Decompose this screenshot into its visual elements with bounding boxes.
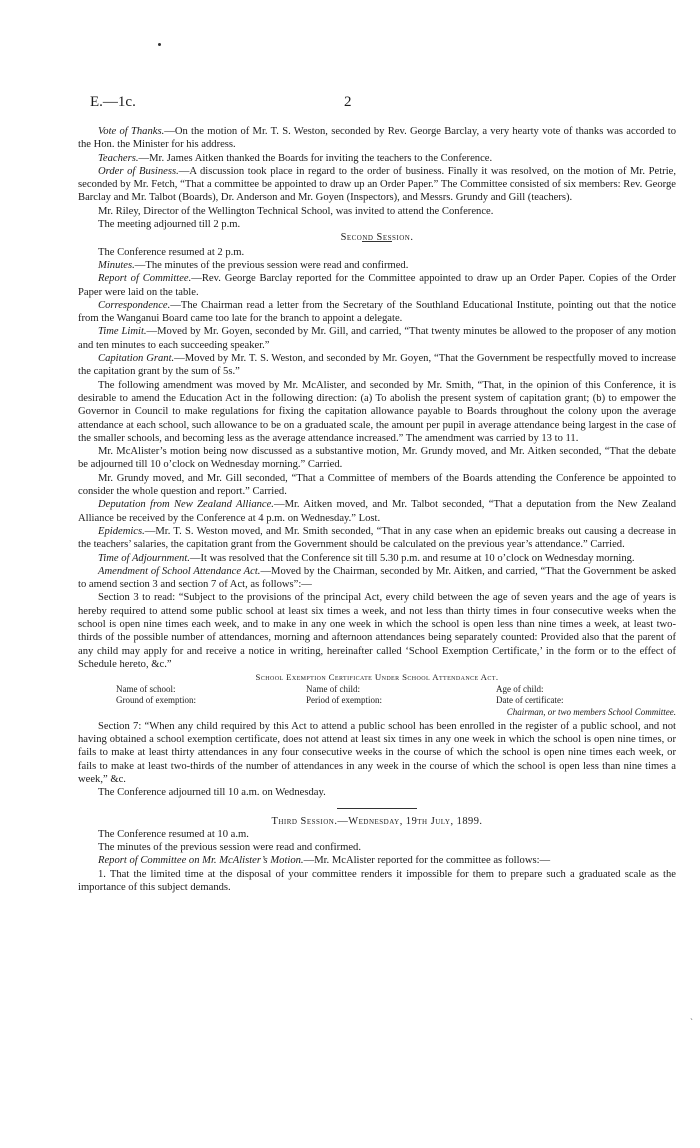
document-id: E.—1c. xyxy=(90,94,136,110)
first-session-paragraphs xyxy=(78,125,676,231)
paragraph: Minutes.—The minutes of the previous session were read and confirmed. xyxy=(98,259,409,271)
paragraph: Vote of Thanks.—On the motion of Mr. T. S. Weston, seconded by Rev. George Barclay, a very hearty vote of thanks was accorded to the Hon. the Minister for his address. xyxy=(78,126,676,151)
certificate-field: Ground of exemption: xyxy=(116,695,196,706)
paragraph: The minutes of the previous session were read and confirmed. xyxy=(98,842,361,854)
certificate-fields xyxy=(116,684,676,706)
paragraph: Report of Committee on Mr. McAlister’s Motion.—Mr. McAlister reported for the committee as follows:— xyxy=(98,855,551,867)
paragraph: The Conference resumed at 2 p.m. xyxy=(98,246,245,258)
paragraph: Mr. Riley, Director of the Wellington Technical School, was invited to attend the Conference. xyxy=(98,205,494,217)
second-session-paragraphs xyxy=(78,246,676,672)
certificate-field: Age of child: xyxy=(496,684,544,695)
paragraph: Section 3 to read: “Subject to the provisions of the principal Act, every child between the age of seven years and the age of years is hereby required to attend some public school at least six times a week, and not less than thirty times in four consecutive weeks when the school is open nine times each week, and to make in any one week in which the school is open less than nine times a week, at least two-thirds of the possible number of attendances, morning and afternoon attendances being separately counted: Provided also that the parent of any child may apply for and receive a notice in writing, hereinafter called ‘School Exemption Certificate,’ in the form or to the effect of Schedule hereto, &c.” xyxy=(78,592,676,670)
margin-mark: ˏ xyxy=(690,1010,693,1020)
certificate-title: School Exemption Certificate Under School Attendance Act. xyxy=(255,672,499,683)
paragraph: Time Limit.—Moved by Mr. Goyen, seconded by Mr. Gill, and carried, “That twenty minutes be allowed to the proposer of any motion and ten minutes to each succeeding speaker.” xyxy=(78,326,676,351)
paragraph: Correspondence.—The Chairman read a letter from the Secretary of the Southland Educational Institute, pointing out that the notice from the Wanganui Board came too late for the branch to appoint a delegate. xyxy=(78,299,676,325)
adjourned-paragraph: The Conference adjourned till 10 a.m. on Wednesday. xyxy=(98,787,326,799)
third-session-paragraphs xyxy=(78,828,676,894)
paragraph: Amendment of School Attendance Act.—Moved by the Chairman, seconded by Mr. Aitken, and carried, “That the Government be asked to amend section 3 and section 7 of Act, as follows”:— xyxy=(78,565,676,591)
paragraph: Capitation Grant.—Moved by Mr. T. S. Weston, and seconded by Mr. Goyen, “That the Government be respectfully moved to increase the capitation grant by the sum of 5s.” xyxy=(78,353,676,378)
certificate-field: Date of certificate: xyxy=(496,695,564,706)
paragraph: Mr. Grundy moved, and Mr. Gill seconded, “That a Committee of members of the Boards attending the Conference be appointed to consider the whole question and report.” Carried. xyxy=(78,472,676,498)
paragraph: Mr. McAlister’s motion being now discussed as a substantive motion, Mr. Grundy moved, and Mr. Aitken seconded, “That the debate be adjourned till 10 o’clock on Wednesday morning.” Carried. xyxy=(78,446,676,471)
certificate-signature: Chairman, or two members School Committee. xyxy=(506,707,676,718)
certificate-field: Name of school: xyxy=(116,684,176,695)
third-session-heading: Third Session.—Wednesday, 19th July, 1899. xyxy=(271,815,483,827)
paragraph: The Conference resumed at 10 a.m. xyxy=(98,828,249,840)
section-rule xyxy=(337,808,417,809)
paragraph: The meeting adjourned till 2 p.m. xyxy=(98,219,241,231)
paragraph: The following amendment was moved by Mr. McAlister, and seconded by Mr. Smith, “That, in the opinion of this Conference, it is desirable to amend the Education Act in the following direction: (a) To abolish the present system of capitation grant; (b) to empower the Governor in Council to make regulations for fixing the capitation allowance payable to Boards throughout the colony upon the average attendance at each school, such allowance to be on a graduated scale, the amount per pupil in average attendance being largest in the case of the smaller schools, and becoming less as the average attendance increased.” The amendment was carried by 13 to 11. xyxy=(78,379,676,444)
section-7-paragraph: Section 7: “When any child required by this Act to attend a public school has been enrolled in the register of a public school, and not having obtained a school exemption certificate, does not attend at least six times in any one week in which the school is open nine times, or fails to make at least thirty attendances in any four consecutive weeks in the course of which the school is open nine times each week, or fails to make at least two-thirds of the number of attendances in any week in the course of which the school is open less than nine times a week,” &c. xyxy=(78,720,676,785)
page-number: 2 xyxy=(344,94,352,110)
document-body xyxy=(78,125,676,894)
scan-speck xyxy=(158,43,161,46)
paragraph: Report of Committee.—Rev. George Barclay reported for the Committee appointed to draw up an Order Paper. Copies of the Order Paper were laid on the table. xyxy=(78,273,676,298)
certificate-field: Name of child: xyxy=(306,684,360,695)
paragraph: 1. That the limited time at the disposal of your committee renders it impossible for them to prepare such a graduated scale as the importance of this subject demands. xyxy=(78,868,676,894)
paragraph: Teachers.—Mr. James Aitken thanked the Boards for inviting the teachers to the Conference. xyxy=(98,152,493,164)
certificate-field: Period of exemption: xyxy=(306,695,382,706)
paragraph: Time of Adjournment.—It was resolved that the Conference sit till 5.30 p.m. and resume at 10 o’clock on Wednesday morning. xyxy=(98,552,635,564)
paragraph: Order of Business.—A discussion took place in regard to the order of business. Finally it was resolved, on the motion of Mr. Petrie, seconded by Mr. Fetch, “That a committee be appointed to draw up an Order Paper.” The Committee consisted of six members: Rev. George Barclay and Mr. Talbot (Boards), Dr. Anderson and Mr. Goyen (Inspectors), and Messrs. Grundy and Gill (teachers). xyxy=(78,165,676,204)
second-session-heading: Second Session. xyxy=(340,232,414,244)
paragraph: Deputation from New Zealand Alliance.—Mr. Aitken moved, and Mr. Talbot seconded, “That a deputation from the New Zealand Alliance be received by the Conference at 4 p.m. on Wednesday.” Lost. xyxy=(78,499,676,524)
page-header xyxy=(78,94,676,114)
paragraph: Epidemics.—Mr. T. S. Weston moved, and Mr. Smith seconded, “That in any case when an epidemic breaks out causing a decrease in the teachers’ salaries, the capitation grant from the Government should be calculated on the previous year’s attendance.” Carried. xyxy=(78,525,676,551)
